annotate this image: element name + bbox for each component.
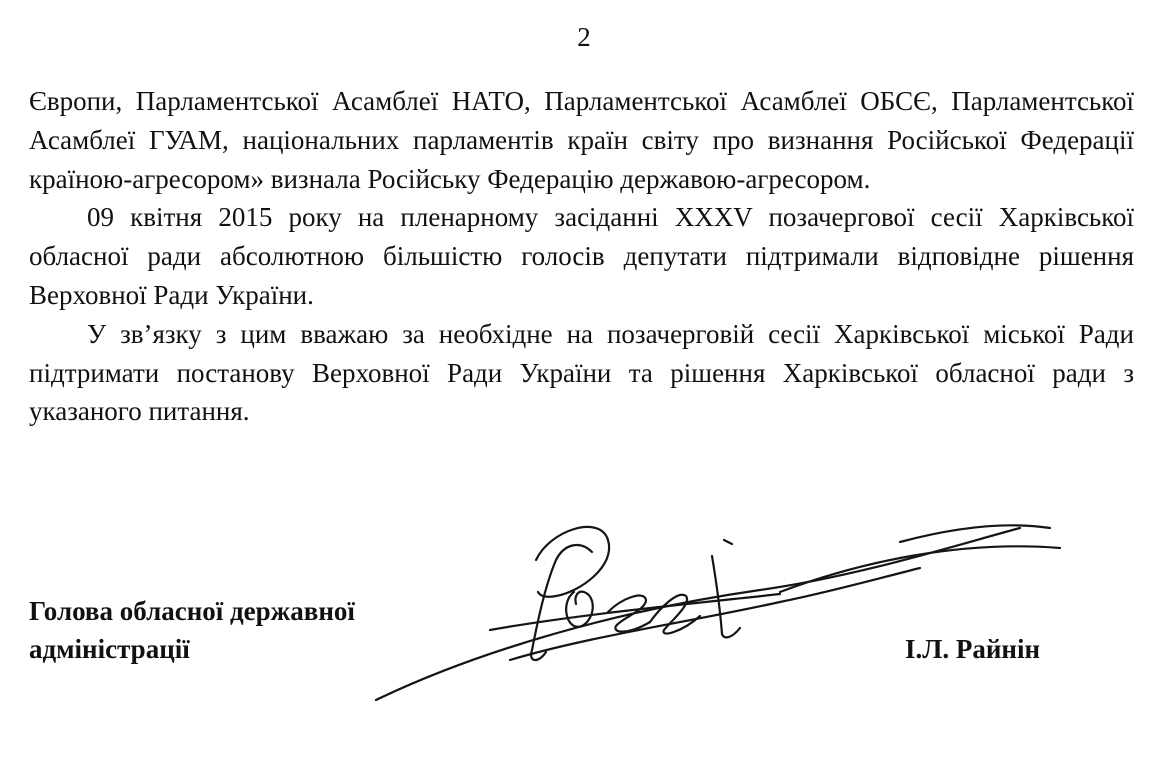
paragraph-city-council: У зв’язку з цим вважаю за необхідне на позачерговій сесії Харківської міської Ради підтримати постанову Верховної Ради України та рішення Харківської обласної ради з указаного питання.	[29, 318, 1134, 427]
handwritten-signature	[360, 500, 1080, 720]
signatory-title	[29, 592, 355, 668]
signatory-name: І.Л. Райнін	[905, 634, 1041, 664]
page-number: 2	[577, 22, 591, 52]
paragraph-continuation: Європи, Парламентської Асамблеї НАТО, Парламентської Асамблеї ОБСЄ, Парламентської Асамблеї ГУАМ, національних парламентів країн світу про визнання Російської Федерації країною-агресором» визнала Російську Федерацію державою-агресором.	[29, 86, 1134, 194]
signatory-title-line1: Голова обласної державної	[29, 596, 355, 626]
signatory-title-line2: адміністрації	[29, 634, 190, 664]
document-body	[29, 82, 1134, 431]
paragraph-regional-council: 09 квітня 2015 року на пленарному засіданні XXXV позачергової сесії Харківської обласної ради абсолютною більшістю голосів депутати підтримали відповідне рішення Верховної Ради України.	[29, 202, 1134, 310]
